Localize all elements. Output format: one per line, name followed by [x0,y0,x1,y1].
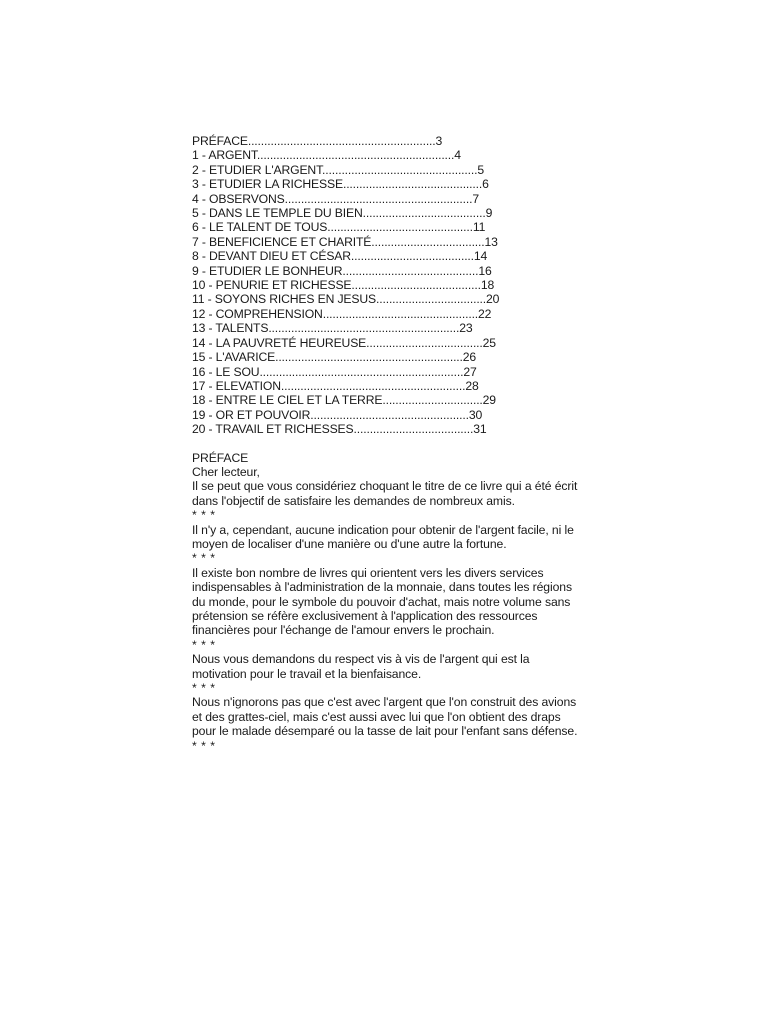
section-separator: * * * [192,508,216,523]
preface-paragraph: Il n'y a, cependant, aucune indication pour obtenir de l'argent facile, ni le moyen de localiser d'une manière ou d'une autre la fortune. [192,522,574,551]
toc-entry: 13 - TALENTS...........................................................23 [192,321,473,336]
section-separator: * * * [192,551,216,566]
section-separator: * * * [192,637,216,652]
toc-entry: 1 - ARGENT.............................................................4 [192,148,461,163]
preface-paragraph: Il se peut que vous considériez choquant le titre de ce livre qui a été écrit dans l'objectif de satisfaire les demandes de nombreux amis. [192,479,578,508]
preface-section [192,451,578,754]
toc-entry: 3 - ETUDIER LA RICHESSE...........................................6 [192,177,489,192]
section-separator: * * * [192,738,216,753]
preface-greeting: Cher lecteur, [192,464,260,479]
toc-entry: 15 - L'AVARICE..........................................................26 [192,350,477,365]
toc-entry: 2 - ETUDIER L'ARGENT................................................5 [192,162,484,177]
toc-entry: 10 - PENURIE ET RICHESSE........................................18 [192,278,495,293]
toc-entry: 12 - COMPREHENSION................................................22 [192,306,492,321]
toc-entry: 4 - OBSERVONS..........................................................7 [192,191,479,206]
preface-paragraph: Il existe bon nombre de livres qui orientent vers les divers services indispensables à l'administration de la monnaie, dans toutes les régions du monde, pour le symbole du pouvoir d'achat, mais notre volume sans prétension se réfère exclusivement à l'application des ressources financières pour l'échange de l'amour envers le prochain. [192,565,572,638]
toc-entry: 14 - LA PAUVRETÉ HEUREUSE....................................25 [192,335,496,350]
preface-paragraph: Nous n'ignorons pas que c'est avec l'argent que l'on construit des avions et des grattes-ciel, mais c'est aussi avec lui que l'on obtient des draps pour le malade désemparé ou la tasse de lait pour l'enfant sans défense. [192,695,578,739]
toc-entry: 17 - ELEVATION.........................................................28 [192,378,479,393]
toc-entry: 20 - TRAVAIL ET RICHESSES.....................................31 [192,422,487,437]
toc-entry: 16 - LE SOU...............................................................27 [192,364,477,379]
section-separator: * * * [192,681,216,696]
toc-entry: 18 - ENTRE LE CIEL ET LA TERRE...............................29 [192,393,496,408]
toc-entry: 9 - ETUDIER LE BONHEUR..........................................16 [192,263,492,278]
preface-paragraph: Nous vous demandons du respect vis à vis de l'argent qui est la motivation pour le travail et la bienfaisance. [192,652,530,681]
toc-entry: 8 - DEVANT DIEU ET CÉSAR......................................14 [192,249,488,264]
toc-entry: 19 - OR ET POUVOIR.................................................30 [192,407,483,422]
toc-entry: 7 - BENEFICIENCE ET CHARITÉ...................................13 [192,234,498,249]
preface-heading: PRÉFACE [192,450,249,465]
toc-entry: 11 - SOYONS RICHES EN JESUS..................................20 [192,292,500,307]
toc-entry: 6 - LE TALENT DE TOUS.............................................11 [192,220,486,235]
toc-entry: 5 - DANS LE TEMPLE DU BIEN......................................9 [192,206,493,221]
table-of-contents [192,134,578,437]
toc-entry: PRÉFACE..........................................................3 [192,134,443,148]
document-page [192,134,578,753]
section-gap [192,437,578,451]
